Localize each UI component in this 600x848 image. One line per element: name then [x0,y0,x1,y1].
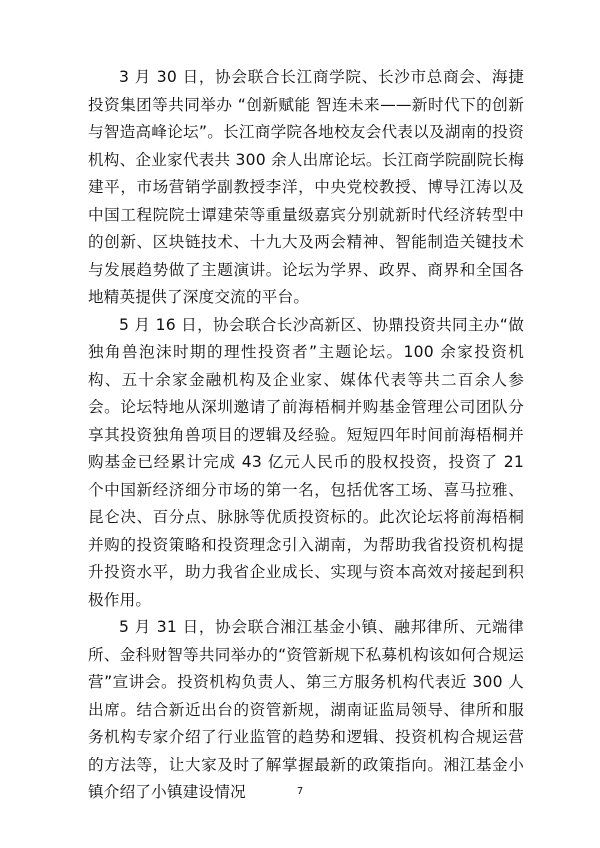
paragraph-forum-may-16: 5 月 16 日，协会联合长沙高新区、协鼎投资共同主办“做独角兽泡沫时期的理性投资者”主题论坛。100 余家投资机构、五十余家金融机构及企业家、媒体代表等共二百余人参会。论坛特地从深圳邀请了前海梧桐并购基金管理公司团队分享其投资独角兽项目的逻辑及经验。短短四年时间前海梧桐并购基金已经累计完成 43 亿元人民币的股权投资，投资了 21 个中国新经济细分市场的第一名，包括优客工场、喜马拉雅、昆仑决、百分点、脉脉等优质投资标的。此次论坛将前海梧桐并购的投资策略和投资理念引入湖南，为帮助我省投资机构提升投资水平，助力我省企业成长、实现与资本高效对接起到积极作用。 [88,315,524,609]
paragraph-forum-march-30: 3 月 30 日，协会联合长江商学院、长沙市总商会、海捷投资集团等共同举办 “创新赋能 智连未来——新时代下的创新与智造高峰论坛”。长江商学院各地校友会代表以及湖南的投资机构、企业家代表共 300 余人出席论坛。长江商学院副院长梅建平，市场营销学副教授李洋，中央党校教授、博导江涛以及中国工程院院士谭建荣等重量级嘉宾分别就新时代经济转型中的创新、区块链技术、十九大及两会精神、智能制造关键技术与发展趋势做了主题演讲。论坛为学界、政界、商界和全国各地精英提供了深度交流的平台。 [88,68,524,306]
paragraph-seminar-may-31: 5 月 31 日，协会联合湘江基金小镇、融邦律所、元端律所、金科财智等共同举办的“资管新规下私募机构该如何合规运营”宣讲会。投资机构负责人、第三方服务机构代表近 300 人出席。结合新近出台的资管新规，湖南证监局领导、律所和服务机构专家介绍了行业监管的趋势和逻辑、投资机构合规运营的方法等，让大家及时了解掌握最新的政策指向。湘江基金小镇介绍了小镇建设情况 [88,618,524,801]
page-number: 7 [296,786,304,797]
document-body [88,64,524,807]
